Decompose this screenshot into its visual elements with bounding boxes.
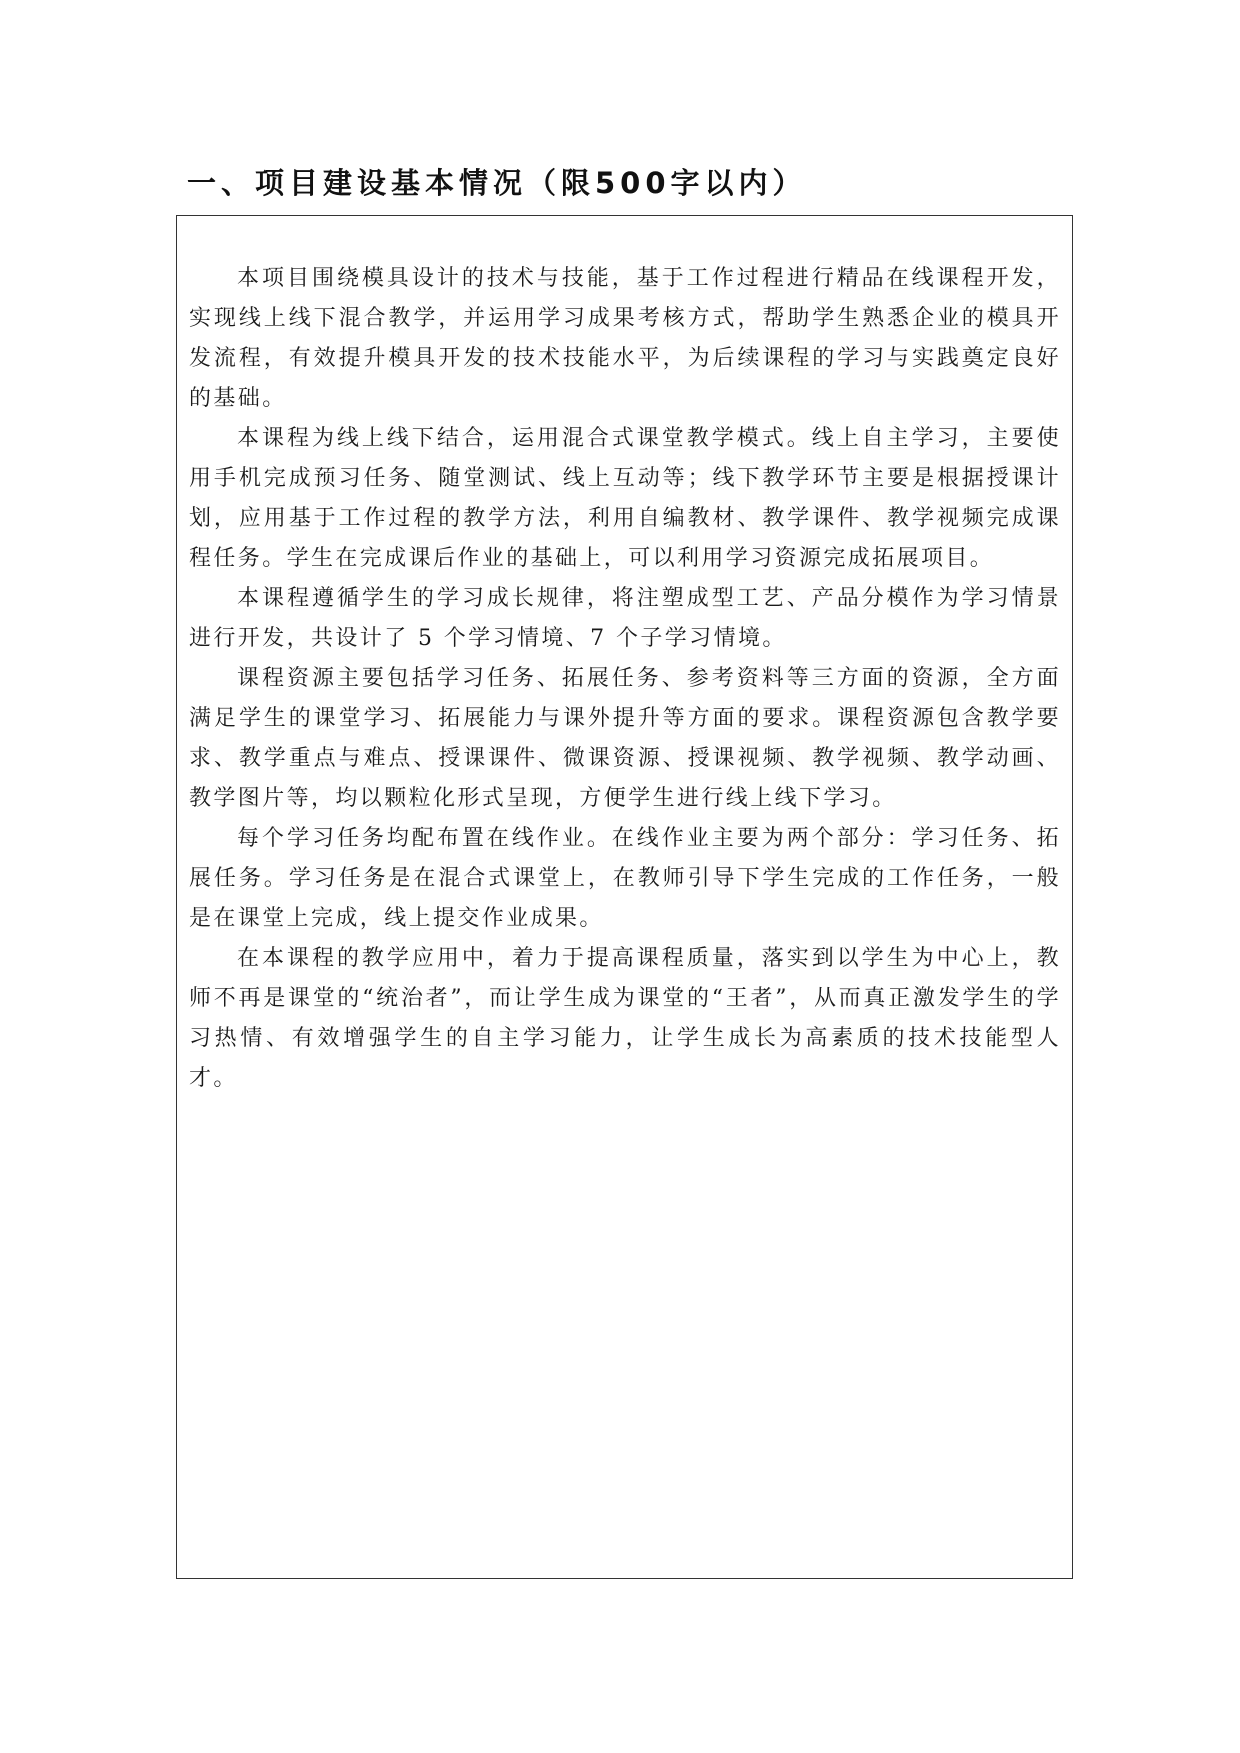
paragraph-6: 在本课程的教学应用中，着力于提高课程质量，落实到以学生为中心上，教师不再是课堂的“统治者”，而让学生成为课堂的“王者”，从而真正激发学生的学习热情、有效增强学生的自主学习能力，让学生成长为高素质的技术技能型人才。	[189, 946, 1061, 1091]
paragraph-5: 每个学习任务均配布置在线作业。在线作业主要为两个部分：学习任务、拓展任务。学习任务是在混合式课堂上，在教师引导下学生完成的工作任务，一般是在课堂上完成，线上提交作业成果。	[189, 826, 1061, 931]
section-heading: 一、项目建设基本情况（限500字以内）	[187, 166, 807, 200]
paragraph-2: 本课程为线上线下结合，运用混合式课堂教学模式。线上自主学习，主要使用手机完成预习任务、随堂测试、线上互动等；线下教学环节主要是根据授课计划，应用基于工作过程的教学方法，利用自编教材、教学课件、教学视频完成课程任务。学生在完成课后作业的基础上，可以利用学习资源完成拓展项目。	[189, 426, 1061, 571]
paragraph-1: 本项目围绕模具设计的技术与技能，基于工作过程进行精品在线课程开发，实现线上线下混合教学，并运用学习成果考核方式，帮助学生熟悉企业的模具开发流程，有效提升模具开发的技术技能水平，为后续课程的学习与实践奠定良好的基础。	[189, 266, 1061, 411]
body-text	[189, 259, 1061, 1099]
paragraph-3: 本课程遵循学生的学习成长规律，将注塑成型工艺、产品分模作为学习情景进行开发，共设计了 5 个学习情境、7 个子学习情境。	[189, 586, 1061, 651]
paragraph-4: 课程资源主要包括学习任务、拓展任务、参考资料等三方面的资源，全方面满足学生的课堂学习、拓展能力与课外提升等方面的要求。课程资源包含教学要求、教学重点与难点、授课课件、微课资源、授课视频、教学视频、教学动画、教学图片等，均以颗粒化形式呈现，方便学生进行线上线下学习。	[189, 666, 1061, 811]
